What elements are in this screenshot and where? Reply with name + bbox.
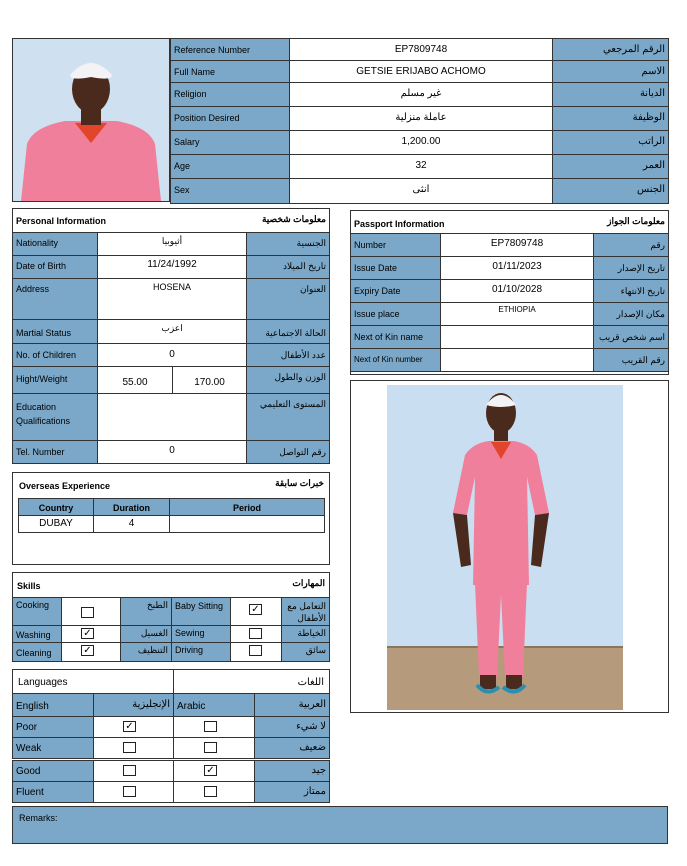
- top-row-label: Reference Number: [170, 38, 290, 61]
- top-row-label-ar: الجنس: [552, 178, 669, 204]
- overseas-title-ar: خبرات سابقة: [275, 478, 324, 488]
- lang-english-checkbox[interactable]: [123, 742, 136, 753]
- address-label-ar: العنوان: [246, 278, 330, 320]
- tel-value: 0: [97, 440, 247, 464]
- overseas-period: [169, 515, 325, 533]
- fullbody-photo: [387, 385, 623, 710]
- education-label-ar: المستوى التعليمي: [246, 393, 330, 441]
- passport-title: Passport Information: [354, 219, 445, 229]
- address-value: HOSENA: [97, 278, 247, 320]
- top-row-label: Age: [170, 154, 290, 179]
- marital-label: Martial Status: [12, 319, 98, 344]
- passport-title-ar: معلومات الجواز: [607, 216, 665, 226]
- lang-arabic-label-ar: العربية: [254, 693, 330, 717]
- children-label-ar: عدد الأطفال: [246, 343, 330, 367]
- overseas-header-duration: Duration: [93, 498, 170, 516]
- top-row-value: 32: [289, 154, 553, 179]
- skill-driving-label-ar: سائق: [281, 642, 330, 662]
- skill-cleaning-label: Cleaning: [12, 642, 62, 662]
- dob-label: Date of Birth: [12, 255, 98, 279]
- passport-number-label-ar: رقم: [593, 233, 669, 257]
- skill-baby-label: Baby Sitting: [171, 597, 231, 626]
- lang-level-label-ar: ممتاز: [254, 781, 330, 803]
- top-row-label: Position Desired: [170, 106, 290, 131]
- skill-cooking-label: Cooking: [12, 597, 62, 626]
- lang-level-label: Poor: [12, 716, 94, 738]
- passport-issue_date-label: Issue Date: [350, 256, 441, 280]
- passport-kin_name-label-ar: اسم شخص قريب: [593, 325, 669, 349]
- top-row-label: Sex: [170, 178, 290, 204]
- top-row-label-ar: الديانة: [552, 82, 669, 107]
- hw-label-ar: الوزن والطول: [246, 366, 330, 394]
- lang-english-checkbox[interactable]: ✓: [123, 721, 136, 732]
- languages-title: Languages: [12, 669, 174, 694]
- lang-english-checkbox[interactable]: [123, 765, 136, 776]
- passport-number-label: Number: [350, 233, 441, 257]
- tel-label-ar: رقم التواصل: [246, 440, 330, 464]
- marital-label-ar: الحالة الاجتماعية: [246, 319, 330, 344]
- nationality-label-ar: الجنسية: [246, 232, 330, 256]
- top-row-value: غير مسلم: [289, 82, 553, 107]
- weight-value: 55.00: [97, 366, 173, 394]
- nationality-value: أثيوبيا: [97, 232, 247, 256]
- languages-title-ar: اللغات: [173, 669, 330, 694]
- skill-sewing-checkbox[interactable]: [249, 628, 262, 639]
- remarks-box[interactable]: [12, 806, 668, 844]
- top-row-value: عاملة منزلية: [289, 106, 553, 131]
- passport-place-value: ETHIOPIA: [440, 302, 594, 326]
- overseas-header-country: Country: [18, 498, 94, 516]
- dob-value: 11/24/1992: [97, 255, 247, 279]
- skills-title: Skills: [17, 581, 41, 591]
- marital-value: اعزب: [97, 319, 247, 344]
- top-row-label-ar: الراتب: [552, 130, 669, 155]
- passport-kin_number-label: Next of Kin number: [350, 348, 441, 372]
- lang-english-label-ar: الإنجليزية: [93, 693, 174, 717]
- overseas-duration: 4: [93, 515, 170, 533]
- skill-baby-checkbox[interactable]: ✓: [249, 604, 262, 615]
- lang-level-label-ar: لا شيء: [254, 716, 330, 738]
- top-row-label: Salary: [170, 130, 290, 155]
- skill-washing-checkbox[interactable]: ✓: [81, 628, 94, 639]
- lang-english-label: English: [12, 693, 94, 717]
- passport-issue_date-label-ar: تاريخ الإصدار: [593, 256, 669, 280]
- lang-level-label: Fluent: [12, 781, 94, 803]
- passport-expiry-label-ar: تاريخ الانتهاء: [593, 279, 669, 303]
- remarks-label: Remarks:: [19, 813, 58, 823]
- skill-cooking-checkbox[interactable]: [81, 607, 94, 618]
- skill-driving-label: Driving: [171, 642, 231, 662]
- skill-washing-label: Washing: [12, 625, 62, 643]
- nationality-label: Nationality: [12, 232, 98, 256]
- passport-kin_number-value: [440, 348, 594, 372]
- height-value: 170.00: [172, 366, 247, 394]
- hw-label: Hight/Weight: [12, 366, 98, 394]
- portrait-photo: [12, 38, 170, 202]
- lang-level-label: Weak: [12, 737, 94, 759]
- address-label: Address: [12, 278, 98, 320]
- passport-place-label: Issue place: [350, 302, 441, 326]
- top-row-label-ar: الاسم: [552, 60, 669, 83]
- top-row-value: انثى: [289, 178, 553, 204]
- top-row-label-ar: العمر: [552, 154, 669, 179]
- passport-expiry-value: 01/10/2028: [440, 279, 594, 303]
- lang-level-label-ar: جيد: [254, 760, 330, 782]
- skill-cleaning-label-ar: التنظيف: [120, 642, 172, 662]
- top-row-label: Full Name: [170, 60, 290, 83]
- children-label: No. of Children: [12, 343, 98, 367]
- education-value: [97, 393, 247, 441]
- passport-place-label-ar: مكان الإصدار: [593, 302, 669, 326]
- top-row-value: GETSIE ERIJABO ACHOMO: [289, 60, 553, 83]
- dob-label-ar: تاريخ الميلاد: [246, 255, 330, 279]
- skill-cleaning-checkbox[interactable]: ✓: [81, 645, 94, 656]
- children-value: 0: [97, 343, 247, 367]
- overseas-title: Overseas Experience: [19, 481, 111, 491]
- passport-issue_date-value: 01/11/2023: [440, 256, 594, 280]
- lang-arabic-label: Arabic: [173, 693, 255, 717]
- top-row-label: Religion: [170, 82, 290, 107]
- skill-sewing-label-ar: الخياطة: [281, 625, 330, 643]
- lang-arabic-checkbox[interactable]: [204, 742, 217, 753]
- passport-kin_name-value: [440, 325, 594, 349]
- skill-sewing-label: Sewing: [171, 625, 231, 643]
- lang-arabic-checkbox[interactable]: [204, 721, 217, 732]
- lang-arabic-checkbox[interactable]: ✓: [204, 765, 217, 776]
- overseas-country: DUBAY: [18, 515, 94, 533]
- skills-title-ar: المهارات: [292, 578, 325, 588]
- passport-number-value: EP7809748: [440, 233, 594, 257]
- skill-cooking-label-ar: الطبخ: [120, 597, 172, 626]
- top-row-value: EP7809748: [289, 38, 553, 61]
- lang-level-label: Good: [12, 760, 94, 782]
- lang-english-checkbox[interactable]: [123, 786, 136, 797]
- passport-expiry-label: Expiry Date: [350, 279, 441, 303]
- top-row-label-ar: الرقم المرجعي: [552, 38, 669, 61]
- skill-washing-label-ar: الغسيل: [120, 625, 172, 643]
- passport-kin_name-label: Next of Kin name: [350, 325, 441, 349]
- personal-info-title-ar: معلومات شخصية: [261, 214, 326, 224]
- top-row-label-ar: الوظيفة: [552, 106, 669, 131]
- tel-label: Tel. Number: [12, 440, 98, 464]
- education-label: Education Qualifications: [12, 393, 98, 441]
- personal-info-title: Personal Information: [16, 216, 107, 226]
- skill-driving-checkbox[interactable]: [249, 645, 262, 656]
- top-row-value: 1,200.00: [289, 130, 553, 155]
- skill-baby-label-ar: التعامل مع الأطفال: [281, 597, 330, 626]
- passport-kin_number-label-ar: رقم القريب: [593, 348, 669, 372]
- overseas-header-period: Period: [169, 498, 325, 516]
- lang-level-label-ar: ضعيف: [254, 737, 330, 759]
- lang-arabic-checkbox[interactable]: [204, 786, 217, 797]
